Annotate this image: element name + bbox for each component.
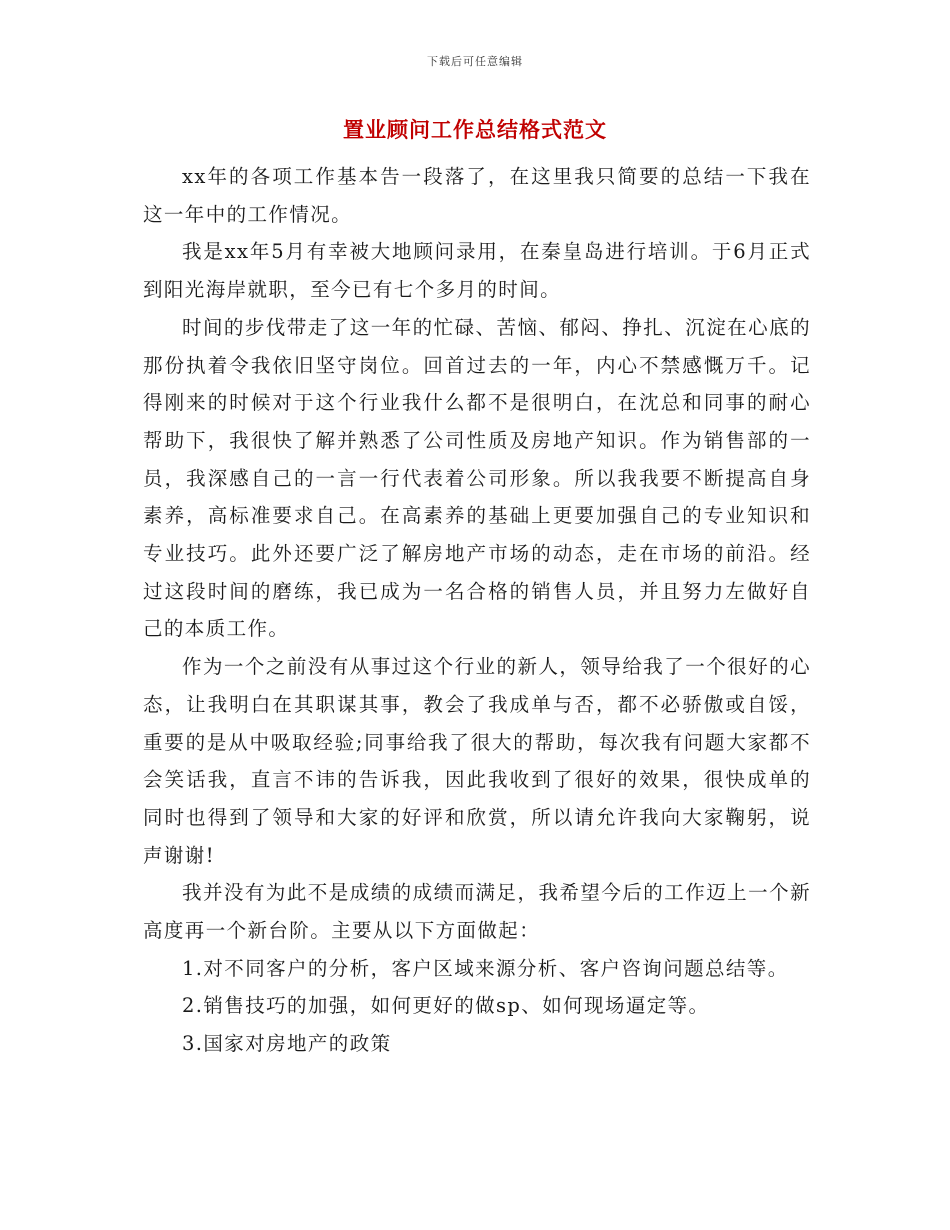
paragraph: 时间的步伐带走了这一年的忙碌、苦恼、郁闷、挣扎、沉淀在心底的那份执着令我依旧坚守岗位。回首过去的一年，内心不禁感慨万千。记得刚来的时候对于这个行业我什么都不是很明白，在沈总和同事的耐心帮助下，我很快了解并熟悉了公司性质及房地产知识。作为销售部的一员，我深感自己的一言一行代表着公司形象。所以我我要不断提高自身素养，高标准要求自己。在高素养的基础上更要加强自己的专业知识和专业技巧。此外还要广泛了解房地产市场的动态，走在市场的前沿。经过这段时间的磨练，我已成为一名合格的销售人员，并且努力左做好自己的本质工作。 — [143, 315, 811, 641]
list-item: 2.销售技巧的加强，如何更好的做sp、如何现场逼定等。 — [182, 994, 710, 1018]
document-body — [143, 158, 811, 1063]
header-note: 下载后可任意编辑 — [427, 55, 523, 68]
paragraph: 我是xx年5月有幸被大地顾问录用，在秦皇岛进行培训。于6月正式到阳光海岸就职，至今已有七个多月的时间。 — [143, 240, 811, 302]
paragraph: xx年的各项工作基本告一段落了，在这里我只简要的总结一下我在这一年中的工作情况。 — [143, 165, 811, 226]
list-item: 3.国家对房地产的政策 — [182, 1032, 392, 1056]
paragraph: 作为一个之前没有从事过这个行业的新人，领导给我了一个很好的心态，让我明白在其职谋其事，教会了我成单与否，都不必骄傲或自馁，重要的是从中吸取经验;同事给我了很大的帮助，每次我有问题大家都不会笑话我，直言不讳的告诉我，因此我收到了很好的效果，很快成单的同时也得到了领导和大家的好评和欣赏，所以请允许我向大家鞠躬，说声谢谢! — [143, 655, 811, 867]
list-item: 1.对不同客户的分析，客户区域来源分析、客户咨询问题总结等。 — [182, 956, 789, 980]
document-title: 置业顾问工作总结格式范文 — [343, 117, 607, 142]
paragraph: 我并没有为此不是成绩的成绩而满足，我希望今后的工作迈上一个新高度再一个新台阶。主要从以下方面做起： — [143, 881, 811, 943]
